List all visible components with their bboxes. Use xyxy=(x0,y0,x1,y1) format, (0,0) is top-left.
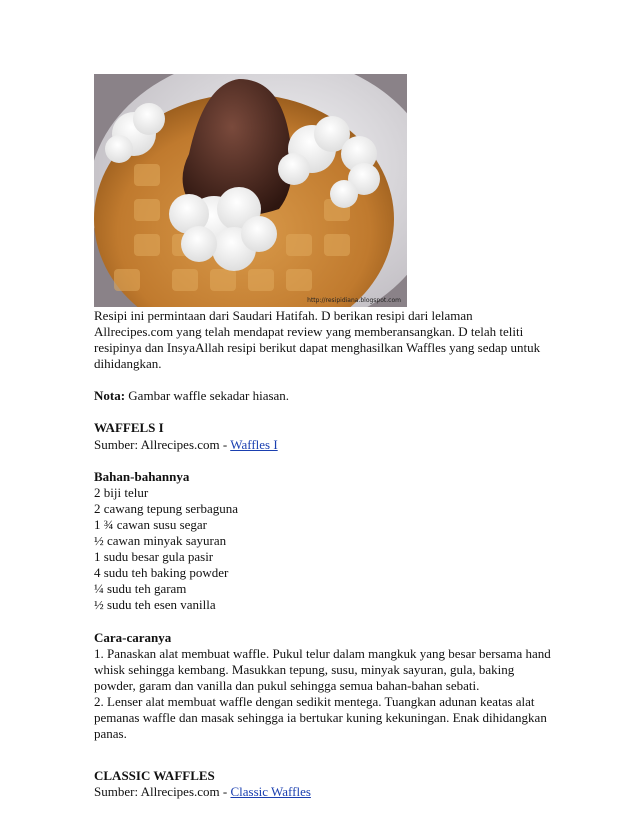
recipe1-title: WAFFELS I xyxy=(94,420,164,436)
intro-paragraph: Resipi ini permintaan dari Saudari Hatifah. D berikan resipi dari lelaman Allrecipes.com yang telah mendapat review yang memberansangkan. D telah teliti resipinya dan InsyaAllah resipi berikut dapat menghasilkan Waffles yang sedap untuk dihidangkan. xyxy=(94,308,541,372)
article-body xyxy=(94,308,554,800)
waffle-illustration xyxy=(94,74,407,307)
step-item: 1. Panaskan alat membuat waffle. Pukul telur dalam mangkuk yang besar bersama hand whisk sehingga kembang. Masukkan tepung, susu, minyak sayuran, gula, baking powder, garam dan vanilla dan pukul sehingga semua bahan-bahan sebati. xyxy=(94,645,551,693)
ingredient-item: ½ sudu teh esen vanilla xyxy=(94,597,216,613)
ingredient-item: ¼ sudu teh garam xyxy=(94,581,187,597)
ingredient-item: ½ cawan minyak sayuran xyxy=(94,533,227,549)
image-watermark: http://resipidiana.blogspot.com xyxy=(307,297,401,304)
recipe2-source: Sumber: Allrecipes.com - Classic Waffles xyxy=(94,784,311,800)
note-paragraph xyxy=(94,388,554,404)
recipe2-title: CLASSIC WAFFLES xyxy=(94,768,215,784)
ingredient-item: 1 sudu besar gula pasir xyxy=(94,549,214,565)
note-text: Gambar waffle sekadar hiasan. xyxy=(125,388,290,404)
note-label: Nota: xyxy=(94,388,126,404)
ingredient-item: 1 ¾ cawan susu segar xyxy=(94,516,207,532)
steps-title: Cara-caranya xyxy=(94,629,172,645)
waffle-photo xyxy=(94,74,407,307)
ingredients-title: Bahan-bahannya xyxy=(94,468,190,484)
step-item: 2. Lenser alat membuat waffle dengan sedikit mentega. Tuangkan adunan keatas alat pemanas waffle dan masak sehingga ia bertukar kuning kekuningan. Enak dihidangkan panas. xyxy=(94,693,547,742)
ingredient-item: 4 sudu teh baking powder xyxy=(94,565,229,581)
recipe1-source: Sumber: Allrecipes.com - Waffles I xyxy=(94,436,278,452)
recipe1-source-link[interactable]: Waffles I xyxy=(230,436,278,452)
ingredient-item: 2 cawang tepung serbaguna xyxy=(94,500,239,516)
ingredient-item: 2 biji telur xyxy=(94,484,149,500)
recipe2-source-link[interactable]: Classic Waffles xyxy=(230,784,311,800)
